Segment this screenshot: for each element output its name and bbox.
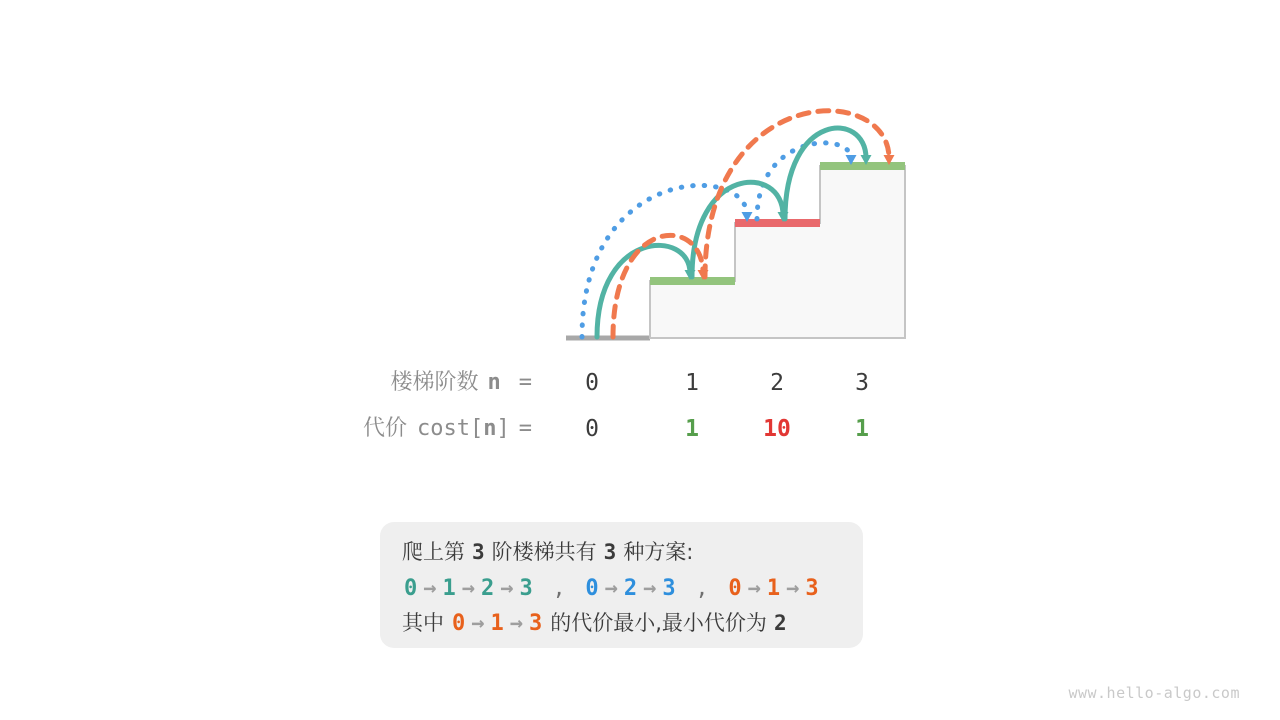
seq-teal-3: 3	[519, 576, 533, 601]
sequence-separator: ,	[552, 576, 566, 600]
cost-code-open: cost[	[417, 416, 484, 441]
arrow-glyph: →	[604, 576, 618, 601]
row-n-label	[390, 370, 532, 396]
seq-teal-0: 0	[404, 576, 418, 601]
arrow-glyph: →	[509, 611, 523, 636]
note-line1-num1: 3	[472, 540, 485, 564]
arrow-glyph: →	[461, 576, 475, 601]
cost-code-close: ]	[496, 416, 510, 441]
cost-code-var: n	[483, 416, 497, 441]
path-sequence-teal	[404, 576, 533, 601]
row-n-var: n	[487, 370, 501, 395]
note-line3-text-b: 的代价最小,最小代价为	[550, 611, 767, 635]
n-value-1: 1	[685, 370, 699, 396]
seq-orange-1: 1	[766, 576, 781, 601]
seq-orange-2: 3	[805, 576, 819, 601]
best-seq-2: 3	[529, 611, 543, 636]
row-cost-label	[363, 416, 532, 442]
min-cost-value: 2	[773, 611, 787, 635]
cost-value-3: 1	[855, 416, 869, 442]
path-sequence-orange	[728, 576, 818, 601]
seq-blue-1: 2	[623, 576, 638, 601]
note-line1-text-b: 阶楼梯共有	[491, 540, 597, 564]
arrow-glyph: →	[423, 576, 437, 601]
n-value-3: 3	[855, 370, 869, 396]
seq-blue-2: 3	[662, 576, 676, 601]
arrow-glyph: →	[786, 576, 800, 601]
row-cost-code	[417, 416, 510, 441]
note-line-2	[404, 573, 863, 604]
row-n-label-text: 楼梯阶数	[390, 370, 479, 395]
sequence-separator: ,	[695, 576, 709, 600]
arrow-glyph: →	[643, 576, 657, 601]
note-line3-text-a: 其中	[402, 611, 444, 635]
note-line-1	[402, 537, 863, 567]
best-seq-0: 0	[452, 611, 466, 636]
row-cost-equals: =	[518, 416, 532, 441]
arrow-glyph: →	[500, 576, 514, 601]
seq-teal-2: 2	[481, 576, 495, 601]
arrow-glyph: →	[747, 576, 761, 601]
row-n-equals: =	[518, 370, 532, 395]
best-seq-1: 1	[490, 611, 504, 636]
seq-orange-0: 0	[728, 576, 742, 601]
note-box	[380, 522, 863, 648]
cost-value-0: 0	[585, 416, 599, 442]
arrow-glyph: →	[471, 611, 485, 636]
note-line1-text-a: 爬上第	[402, 540, 465, 564]
step3-edge-green	[820, 162, 905, 170]
watermark-url: www.hello-algo.com	[1068, 684, 1240, 702]
row-cost-label-text: 代价	[363, 416, 408, 441]
n-value-2: 2	[770, 370, 784, 396]
cost-value-2: 10	[763, 416, 791, 442]
best-path-sequence	[452, 611, 542, 636]
note-line-3	[402, 608, 863, 639]
note-line1-num2: 3	[603, 540, 617, 564]
note-line1-text-c: 种方案:	[623, 540, 694, 564]
n-value-0: 0	[585, 370, 599, 396]
seq-blue-0: 0	[585, 576, 599, 601]
path-sequence-blue	[585, 576, 675, 601]
seq-teal-1: 1	[442, 576, 456, 601]
cost-value-1: 1	[685, 416, 699, 442]
